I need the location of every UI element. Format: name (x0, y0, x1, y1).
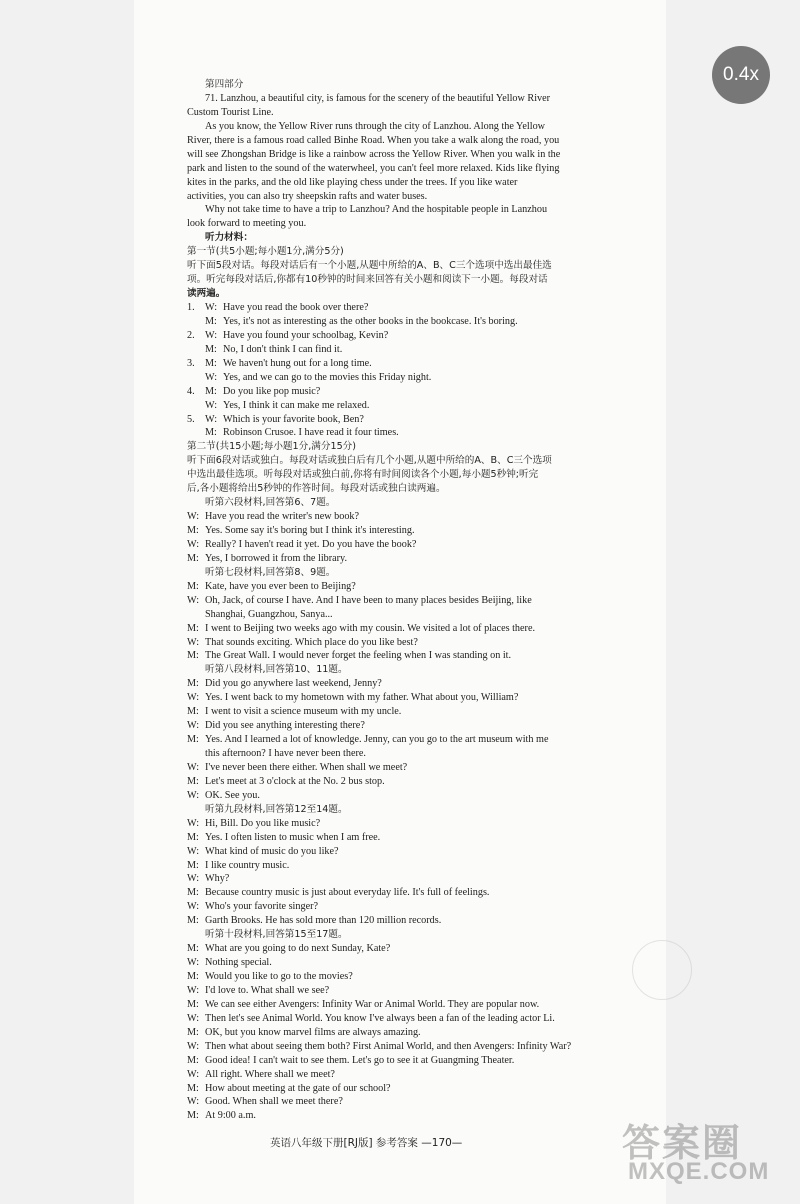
line-text: Why not take time to have a trip to Lanzhou? And the hospitable people in Lanzhou (205, 204, 548, 216)
text-line (187, 817, 635, 831)
text-line (187, 594, 635, 608)
speaker-label: W: (205, 413, 218, 425)
line-text: Because country music is just about everyday life. It's full of feelings. (205, 887, 490, 899)
speaker-label: W: (187, 1068, 200, 1080)
text-line (187, 524, 635, 538)
speaker-label: W: (187, 845, 200, 857)
text-line (187, 273, 635, 287)
text-line (187, 900, 635, 914)
text-line (187, 970, 635, 984)
text-line (187, 120, 635, 134)
line-text: 71. Lanzhou, a beautiful city, is famous for the scenery of the beautiful Yellow River (205, 92, 551, 104)
speaker-label: M: (205, 427, 217, 439)
text-line (187, 1040, 635, 1054)
text-line (187, 329, 635, 343)
line-text: Which is your favorite book, Ben? (223, 413, 364, 425)
line-text: The Great Wall. I would never forget the feeling when I was standing on it. (205, 650, 512, 662)
line-text: 听第十段材料,回答第15至17题。 (205, 929, 348, 941)
text-line (187, 413, 635, 427)
text-line (187, 580, 635, 594)
text-line (187, 622, 635, 636)
speaker-label: W: (187, 692, 200, 704)
speaker-label: W: (187, 789, 200, 801)
text-line (187, 259, 635, 273)
text-line (187, 176, 635, 190)
line-text: activities, you can also try sheepskin rafts and water buses. (187, 190, 428, 202)
speaker-label: M: (187, 998, 199, 1010)
speaker-label: M: (187, 859, 199, 871)
speaker-label: M: (187, 734, 199, 746)
question-number: 5. (187, 413, 195, 425)
text-line (187, 371, 635, 385)
speaker-label: M: (187, 1026, 199, 1038)
line-text: No, I don't think I can find it. (223, 343, 343, 355)
speaker-label: W: (187, 636, 200, 648)
line-text: I like country music. (205, 859, 290, 871)
text-line (187, 538, 635, 552)
line-text: Kate, have you ever been to Beijing? (205, 580, 356, 592)
speaker-label: W: (205, 302, 218, 313)
line-text: At 9:00 a.m. (205, 1110, 256, 1122)
text-line (187, 203, 635, 217)
text-line (187, 998, 635, 1012)
text-line (187, 357, 635, 371)
line-text: Oh, Jack, of course I have. And I have been to many places besides Beijing, like (205, 594, 532, 606)
line-text: Do you like pop music? (223, 385, 321, 397)
line-text: Robinson Crusoe. I have read it four times. (223, 427, 399, 439)
text-line (187, 928, 635, 942)
line-text: OK. See you. (205, 789, 260, 801)
line-text: 听第九段材料,回答第12至14题。 (205, 803, 348, 815)
speaker-label: M: (187, 1082, 199, 1094)
speaker-label: W: (205, 329, 218, 341)
speaker-label: M: (187, 971, 199, 982)
line-text: Would you like to go to the movies? (205, 971, 353, 982)
line-text: Good. When shall we meet there? (205, 1096, 343, 1108)
text-line (187, 566, 635, 580)
speaker-label: W: (187, 817, 200, 829)
speaker-label: M: (205, 357, 217, 369)
line-text: Let's meet at 3 o'clock at the No. 2 bus stop. (205, 775, 385, 787)
line-text: What kind of music do you like? (205, 845, 339, 857)
line-text: Really? I haven't read it yet. Do you have the book? (205, 538, 417, 550)
line-text: 听力材料： (205, 232, 253, 244)
line-text: Did you see anything interesting there? (205, 720, 365, 732)
line-text: Why? (205, 873, 230, 885)
line-text: I went to visit a science museum with my uncle. (205, 706, 402, 718)
line-text: I went to Beijing two weeks ago with my cousin. We visited a lot of places there. (205, 622, 536, 634)
line-text: Shanghai, Guangzhou, Sanya... (205, 608, 333, 620)
page-footer: 英语八年级下册[RJ版] 参考答案 —170— (270, 1137, 463, 1149)
speaker-label: M: (187, 706, 199, 718)
text-line (187, 886, 635, 900)
line-text: kites in the parks, and the old like playing chess under the trees. If you like water (187, 176, 518, 188)
text-line (187, 691, 635, 705)
line-text: OK, but you know marvel films are always amazing. (205, 1026, 421, 1038)
text-line (187, 440, 635, 454)
speaker-label: M: (187, 650, 199, 662)
text-line (187, 803, 635, 817)
speaker-label: M: (187, 915, 199, 927)
watermark-url: MXQE.COM (628, 1158, 770, 1185)
question-number: 2. (187, 329, 195, 341)
text-line (187, 677, 635, 691)
line-text: 第一节(共5小题;每小题1分,满分5分) (187, 246, 344, 258)
text-line (187, 942, 635, 956)
line-text: 听第六段材料,回答第6、7题。 (205, 497, 336, 509)
text-line (187, 148, 635, 162)
text-line (187, 1054, 635, 1068)
text-line (187, 385, 635, 399)
text-line (187, 190, 635, 204)
line-text: 后,各小题将给出5秒钟的作答时间。每段对话或独白读两遍。 (187, 483, 446, 495)
line-text: Have you read the book over there? (223, 302, 369, 313)
line-text: Yes, I think it can make me relaxed. (223, 399, 370, 411)
question-number: 1. (187, 302, 195, 313)
speaker-label: M: (187, 887, 199, 899)
text-line (187, 482, 635, 496)
text-line (187, 914, 635, 928)
document-text (187, 78, 635, 1123)
line-text: Garth Brooks. He has sold more than 120 million records. (205, 915, 442, 927)
line-text: Yes. I went back to my hometown with my father. What about you, William? (205, 692, 519, 704)
text-line (187, 984, 635, 998)
text-line (187, 510, 635, 524)
line-text: Hi, Bill. Do you like music? (205, 817, 321, 829)
text-line (187, 1068, 635, 1082)
speaker-label: M: (187, 678, 199, 690)
speaker-label: W: (187, 761, 200, 773)
speaker-label: W: (205, 399, 218, 411)
text-line (187, 1082, 635, 1096)
text-line (187, 231, 635, 245)
line-text: Yes. Some say it's boring but I think it's interesting. (205, 525, 415, 536)
text-line (187, 134, 635, 148)
speaker-label: W: (187, 594, 200, 606)
line-text: 第四部分 (205, 79, 244, 90)
text-line (187, 92, 635, 106)
speaker-label: W: (187, 901, 200, 913)
text-line (187, 301, 635, 315)
text-line (187, 859, 635, 873)
text-line (187, 343, 635, 357)
watermark-logo-text: 答案圈 (622, 1123, 743, 1165)
text-line (187, 845, 635, 859)
speaker-label: W: (187, 1040, 200, 1052)
speaker-label: M: (187, 580, 199, 592)
question-number: 3. (187, 357, 195, 369)
text-line (187, 552, 635, 566)
text-line (187, 399, 635, 413)
speaker-label: W: (187, 984, 200, 996)
text-line (187, 454, 635, 468)
line-text: 项。听完每段对话后,你都有10秒钟的时间来回答有关小题和阅读下一小题。每段对话 (187, 274, 548, 286)
speaker-label: M: (187, 1110, 199, 1122)
speaker-label: W: (187, 720, 200, 732)
text-line (187, 649, 635, 663)
line-text: 读两遍。 (187, 288, 226, 300)
text-line (187, 162, 635, 176)
line-text: Yes, it's not as interesting as the other books in the bookcase. It's boring. (223, 315, 518, 327)
text-line (187, 719, 635, 733)
line-text: will see Zhongshan Bridge is like a rainbow across the Yellow River. When you walk in the (187, 148, 561, 160)
faint-stamp-mark (632, 940, 692, 1000)
text-line (187, 733, 635, 747)
line-text: I've never been there either. When shall we meet? (205, 761, 408, 773)
line-text: Who's your favorite singer? (205, 901, 319, 913)
line-text: Yes, and we can go to the movies this Friday night. (223, 371, 432, 383)
text-line (187, 1026, 635, 1040)
speaker-label: M: (205, 343, 217, 355)
line-text: How about meeting at the gate of our school? (205, 1082, 391, 1094)
text-line (187, 872, 635, 886)
text-line (187, 761, 635, 775)
site-watermark (610, 1112, 780, 1192)
text-line (187, 1109, 635, 1123)
line-text: What are you going to do next Sunday, Kate? (205, 943, 391, 955)
text-line (187, 608, 635, 622)
line-text: Then let's see Animal World. You know I've always been a fan of the leading actor Li. (205, 1012, 555, 1024)
text-line (187, 106, 635, 120)
line-text: Have you found your schoolbag, Kevin? (223, 329, 389, 341)
line-text: We haven't hung out for a long time. (223, 357, 372, 369)
text-line (187, 831, 635, 845)
text-line (187, 1095, 635, 1109)
line-text: look forward to meeting you. (187, 218, 307, 230)
line-text: Nothing special. (205, 957, 272, 969)
line-text: As you know, the Yellow River runs through the city of Lanzhou. Along the Yellow (205, 120, 546, 132)
line-text: All right. Where shall we meet? (205, 1068, 335, 1080)
text-line (187, 747, 635, 761)
speaker-label: W: (205, 371, 218, 383)
text-line (187, 496, 635, 510)
text-line (187, 78, 635, 92)
text-line (187, 315, 635, 329)
speaker-label: M: (187, 1054, 199, 1066)
speaker-label: W: (187, 538, 200, 550)
text-line (187, 426, 635, 440)
line-text: 听第七段材料,回答第8、9题。 (205, 566, 336, 578)
speaker-label: M: (187, 525, 199, 536)
line-text: 听下面5段对话。每段对话后有一个小题,从题中所给的A、B、C三个选项中选出最佳选 (187, 260, 552, 272)
speaker-label: M: (205, 385, 217, 397)
speaker-label: W: (187, 1012, 200, 1024)
text-line (187, 663, 635, 677)
speaker-label: M: (205, 315, 217, 327)
speaker-label: M: (187, 622, 199, 634)
line-text: I'd love to. What shall we see? (205, 984, 330, 996)
line-text: Yes. And I learned a lot of knowledge. Jenny, can you go to the art museum with me (205, 734, 549, 746)
text-line (187, 1012, 635, 1026)
speaker-label: W: (187, 511, 200, 523)
text-line (187, 775, 635, 789)
line-text: 听下面6段对话或独白。每段对话或独白后有几个小题,从题中所给的A、B、C三个选项 (187, 455, 552, 467)
line-text: That sounds exciting. Which place do you like best? (205, 636, 418, 648)
text-line (187, 636, 635, 650)
line-text: 中选出最佳选项。听每段对话或独白前,你将有时间阅读各个小题,每小题5秒钟;听完 (187, 469, 539, 481)
text-line (187, 287, 635, 301)
line-text: Have you read the writer's new book? (205, 511, 360, 523)
line-text: Then what about seeing them both? First Animal World, and then Avengers: Infinity War? (205, 1040, 572, 1052)
speaker-label: W: (187, 873, 200, 885)
line-text: 第二节(共15小题;每小题1分,满分15分) (187, 441, 357, 453)
text-line (187, 956, 635, 970)
line-text: We can see either Avengers: Infinity War or Animal World. They are popular now. (205, 998, 540, 1010)
speaker-label: M: (187, 552, 199, 564)
speaker-label: M: (187, 775, 199, 787)
text-line (187, 789, 635, 803)
line-text: River, there is a famous road called Binhe Road. When you take a walk along the road, you (187, 134, 560, 146)
zoom-level-badge[interactable]: 0.4x (712, 46, 770, 104)
text-line (187, 245, 635, 259)
line-text: park and listen to the sound of the waterwheel, you can't feel more relaxed. Kids like flying (187, 162, 560, 174)
text-line (187, 468, 635, 482)
line-text: Good idea! I can't wait to see them. Let's go to see it at Guangming Theater. (205, 1054, 515, 1066)
text-line (187, 705, 635, 719)
speaker-label: W: (187, 957, 200, 969)
line-text: 听第八段材料,回答第10、11题。 (205, 664, 348, 676)
line-text: Did you go anywhere last weekend, Jenny? (205, 678, 382, 690)
line-text: Yes. I often listen to music when I am free. (205, 831, 381, 843)
text-line (187, 217, 635, 231)
line-text: Custom Tourist Line. (187, 106, 274, 118)
line-text: Yes, I borrowed it from the library. (205, 552, 348, 564)
question-number: 4. (187, 385, 195, 397)
speaker-label: W: (187, 1096, 200, 1108)
line-text: this afternoon? I have never been there. (205, 748, 366, 759)
speaker-label: M: (187, 943, 199, 955)
speaker-label: M: (187, 831, 199, 843)
